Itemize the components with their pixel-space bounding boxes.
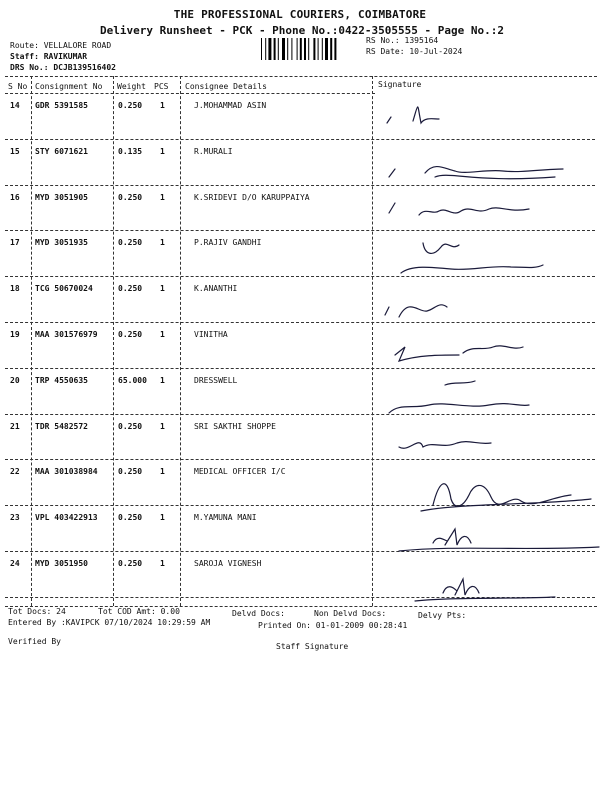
cell-consignee-details: K.ANANTHI: [194, 284, 238, 294]
signature-row-14: [387, 107, 439, 123]
cell-consignee-details: VINITHA: [194, 330, 228, 339]
signature-row-20: [389, 381, 529, 413]
printed-on: Printed On: 01-01-2009 00:28:41: [258, 621, 408, 630]
cell-consignment-no: MYD 3051905: [35, 192, 88, 202]
company-title: THE PROFESSIONAL COURIERS, COIMBATORE: [173, 8, 427, 21]
cell-consignment-no: TRP 4550635: [35, 375, 88, 385]
signatures-area: [375, 95, 600, 610]
rs-number: RS No.: 1395164: [366, 36, 439, 45]
table-top-border: [5, 76, 597, 77]
cell-pcs: 1: [160, 238, 165, 248]
cell-weight: 0.250: [118, 192, 143, 202]
entered-by: Entered By :KAVIPCK 07/10/2024 10:29:59 AM: [8, 618, 211, 627]
cell-consignment-no: MYD 3051950: [35, 559, 88, 568]
signature-row-21: [399, 442, 491, 449]
col-header-signature: Signature: [378, 80, 422, 89]
cell-sno: 20: [10, 375, 20, 385]
drs-number: DRS No.: DCJB139516402: [10, 63, 116, 72]
col-header-consignee: Consignee Details: [185, 82, 267, 91]
cell-sno: 14: [10, 101, 20, 110]
cell-weight: 0.250: [118, 330, 143, 339]
cell-pcs: 1: [160, 467, 165, 477]
cell-consignment-no: TCG 50670024: [35, 284, 93, 294]
cell-sno: 15: [10, 146, 20, 156]
cell-weight: 0.250: [118, 421, 143, 431]
header-divider: [5, 93, 375, 94]
cell-weight: 0.250: [118, 101, 143, 110]
cell-weight: 0.250: [118, 284, 143, 294]
cell-consignee-details: M.YAMUNA MANI: [194, 513, 257, 523]
col-header-pcs: PCS: [154, 82, 169, 91]
cell-weight: 0.250: [118, 559, 143, 568]
cell-weight: 0.135: [118, 146, 143, 156]
barcode-image: [260, 38, 358, 60]
cell-weight: 0.250: [118, 513, 143, 523]
runsheet-subtitle: Delivery Runsheet - PCK - Phone No.:0422-3505555 - Page No.:2: [100, 24, 504, 37]
route-label: Route: VELLALORE ROAD: [10, 41, 112, 50]
delivered-docs: Delvd Docs:: [232, 609, 285, 618]
col-divider: [31, 76, 32, 606]
cell-weight: 65.000: [118, 375, 147, 385]
cell-sno: 24: [10, 559, 20, 568]
cell-pcs: 1: [160, 101, 165, 110]
total-docs: Tot Docs: 24: [8, 607, 66, 616]
cell-pcs: 1: [160, 192, 165, 202]
cell-sno: 18: [10, 284, 20, 294]
staff-label: Staff: RAVIKUMAR: [10, 52, 88, 61]
cell-pcs: 1: [160, 513, 165, 523]
cell-pcs: 1: [160, 330, 165, 339]
cell-sno: 17: [10, 238, 20, 248]
cell-sno: 16: [10, 192, 20, 202]
cell-pcs: 1: [160, 375, 165, 385]
cell-consignment-no: MYD 3051935: [35, 238, 88, 248]
cell-consignment-no: STY 6071621: [35, 146, 88, 156]
cell-weight: 0.250: [118, 238, 143, 248]
cell-pcs: 1: [160, 284, 165, 294]
cell-weight: 0.250: [118, 467, 143, 477]
cell-consignee-details: J.MOHAMMAD ASIN: [194, 101, 267, 110]
cell-consignment-no: VPL 403422913: [35, 513, 98, 523]
col-divider: [113, 76, 114, 606]
cell-sno: 22: [10, 467, 20, 477]
cell-consignee-details: DRESSWELL: [194, 375, 238, 385]
signature-row-16: [389, 203, 529, 215]
footer-divider: [5, 606, 597, 607]
signature-row-23: [399, 529, 599, 551]
non-delivered-docs: Non Delvd Docs:: [314, 609, 387, 618]
cell-consignment-no: MAA 301576979: [35, 330, 98, 339]
cell-consignee-details: MEDICAL OFFICER I/C: [194, 467, 286, 477]
signature-row-19: [395, 346, 523, 361]
verified-by: Verified By: [8, 637, 61, 646]
cell-sno: 19: [10, 330, 20, 339]
cell-consignment-no: MAA 301038984: [35, 467, 98, 477]
cell-consignment-no: GDR 5391585: [35, 101, 88, 110]
cell-consignee-details: P.RAJIV GANDHI: [194, 238, 262, 248]
signature-row-18: [385, 305, 447, 317]
cell-sno: 21: [10, 421, 20, 431]
total-cod-amount: Tot COD Amt: 0.00: [98, 607, 180, 616]
cell-pcs: 1: [160, 559, 165, 568]
staff-signature-label: Staff Signature: [276, 642, 349, 651]
cell-consignee-details: R.MURALI: [194, 146, 233, 156]
cell-pcs: 1: [160, 421, 165, 431]
delivery-points: Delvy Pts:: [418, 611, 467, 620]
cell-consignment-no: TDR 5482572: [35, 421, 88, 431]
rs-date: RS Date: 10-Jul-2024: [366, 47, 463, 56]
signature-row-15: [389, 167, 563, 179]
cell-consignee-details: SRI SAKTHI SHOPPE: [194, 421, 276, 431]
signature-row-22: [421, 484, 591, 511]
cell-pcs: 1: [160, 146, 165, 156]
col-header-sno: S No: [8, 82, 28, 91]
signature-row-24: [415, 579, 555, 601]
col-header-consignment: Consignment No: [35, 82, 103, 91]
cell-sno: 23: [10, 513, 20, 523]
signature-row-17: [401, 243, 543, 273]
cell-consignee-details: SAROJA VIGNESH: [194, 559, 262, 568]
col-divider: [372, 76, 373, 606]
col-divider: [180, 76, 181, 606]
cell-consignee-details: K.SRIDEVI D/O KARUPPAIYA: [194, 192, 310, 202]
col-header-weight: Weight: [117, 82, 146, 91]
